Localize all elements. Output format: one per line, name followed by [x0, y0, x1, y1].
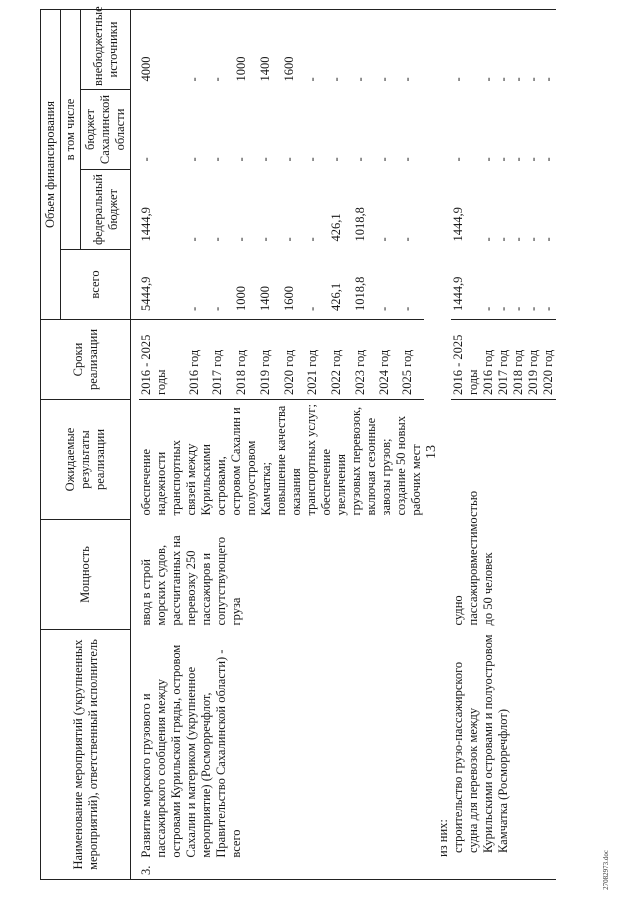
term-cell: 2017 год [496, 320, 511, 400]
federal-cell: - [496, 237, 510, 242]
federal-cell: - [305, 237, 320, 242]
term-cell: 2021 год [305, 320, 329, 400]
total-cell: - [496, 250, 511, 320]
total-cell: - [526, 250, 541, 320]
term-cell: 2016 год [481, 320, 496, 400]
table-row [451, 10, 481, 880]
federal-cell: 1444,9 [451, 207, 465, 242]
federal-cell: - [210, 237, 225, 242]
term-cell: 2019 год [258, 320, 282, 400]
term-cell: 2018 год [234, 320, 258, 400]
term-cell: 2016 год [187, 320, 211, 400]
federal-cell: 426,1 [329, 213, 343, 242]
document-code: 27082973.doc [602, 850, 610, 890]
regional-cell: - [526, 157, 540, 162]
regional-cell: - [305, 157, 320, 162]
regional-cell: - [139, 157, 153, 162]
term-cell: 2025 год [400, 320, 424, 400]
header-extra: внебюджетные источники [81, 10, 131, 90]
rotated-page-content [40, 6, 610, 880]
measure-name [139, 630, 424, 880]
term-cell: 2016 - 2025 годы [451, 320, 481, 400]
item-name: строительство грузо-пассажирского судна для перевозок между Курильскими островами и полуостровом Камчатка (Росморречфлот) [451, 634, 510, 853]
extra-cell: 1400 [258, 10, 282, 90]
header-funding: Объем финансирования [41, 10, 61, 320]
term-cell: 2024 год [377, 320, 401, 400]
term-cell: 2018 год [511, 320, 526, 400]
regional-cell: - [329, 157, 343, 162]
regional-cell: - [541, 157, 555, 162]
term-cell: 2017 год [210, 320, 234, 400]
header-federal: федеральный бюджет [81, 170, 131, 250]
page-number: 13 [424, 445, 439, 459]
total-cell: - [210, 250, 234, 320]
header-capacity: Мощность [41, 520, 131, 630]
federal-cell: 1018,8 [352, 207, 367, 242]
extra-cell: - [451, 10, 481, 90]
regional-cell: - [511, 157, 525, 162]
extra-cell: - [305, 10, 329, 90]
header-terms: Сроки реализации [41, 320, 131, 400]
term-cell: 2020 год [541, 320, 556, 400]
federal-cell: - [511, 237, 525, 242]
regional-cell: - [481, 157, 495, 162]
extra-cell: - [526, 10, 541, 90]
federal-cell: - [186, 237, 201, 242]
regional-cell: - [496, 157, 510, 162]
extra-cell: 4000 [139, 10, 187, 90]
regional-cell: - [451, 157, 465, 162]
header-name: Наименование мероприятий (укрупненных мероприятий), ответственный исполнитель [41, 630, 131, 880]
federal-cell: - [234, 237, 248, 242]
total-cell: - [400, 250, 424, 320]
total-cell: 1000 [234, 250, 258, 320]
federal-cell: 1444,9 [139, 207, 153, 242]
regional-cell: - [376, 157, 391, 162]
of-which-label: из них: [436, 819, 450, 857]
regional-cell: - [210, 157, 225, 162]
total-cell: - [377, 250, 401, 320]
federal-cell: - [481, 237, 495, 242]
extra-cell: - [481, 10, 496, 90]
regional-cell: - [257, 157, 272, 162]
federal-cell: - [541, 237, 555, 242]
total-cell: 1018,8 [353, 250, 377, 320]
extra-cell: - [541, 10, 556, 90]
header-including: в том числе [61, 10, 81, 250]
header-results: Ожидаемые результаты реализации [41, 400, 131, 520]
extra-cell: 1000 [234, 10, 258, 90]
regional-cell: - [281, 157, 296, 162]
federal-cell: - [376, 237, 391, 242]
total-cell: - [511, 250, 526, 320]
capacity-cell: ввод в строй морских судов, рассчитанных на перевозку 250 пассажиров и сопутствующего груза [139, 535, 243, 626]
total-cell: - [187, 250, 211, 320]
regional-cell: - [400, 157, 415, 162]
total-cell: 426,1 [329, 250, 353, 320]
table-body [131, 10, 557, 880]
total-cell: 1444,9 [451, 250, 481, 320]
federal-cell: - [257, 237, 272, 242]
regional-cell: - [186, 157, 201, 162]
total-cell: - [541, 250, 556, 320]
table-row [424, 10, 451, 880]
extra-cell: - [353, 10, 377, 90]
item-number: 3. [139, 865, 153, 875]
total-cell: 5444,9 [139, 250, 187, 320]
table-row [139, 10, 187, 880]
total-cell: 1600 [282, 250, 306, 320]
total-cell: - [481, 250, 496, 320]
term-cell: 2023 год [353, 320, 377, 400]
regional-cell: - [234, 157, 248, 162]
term-cell: 2022 год [329, 320, 353, 400]
financing-table [40, 6, 556, 880]
results-cell: обеспечение надежности транспортных связей между Курильскими островами, островом Сахалин и полуостровом Камчатка; повышение качества оказания транспортных услуг; обеспечение увеличения грузовых перевозок, включая сезонные завозы грузов; создание 50 новых рабочих мест [139, 404, 423, 516]
extra-cell: 1600 [282, 10, 306, 90]
extra-cell: - [400, 10, 424, 90]
extra-cell: - [496, 10, 511, 90]
extra-cell: - [377, 10, 401, 90]
federal-cell: - [400, 237, 415, 242]
extra-cell: - [329, 10, 353, 90]
header-regional: бюджет Сахалинской области [81, 90, 131, 170]
total-cell: - [305, 250, 329, 320]
federal-cell: - [526, 237, 540, 242]
item-name: Развитие морского грузового и пассажирского сообщения между островами Курильской гряды, островом Сахалин и материком (укрупненное мероприятие) (Росморречфлот, Правительство Сахалинской области) - всего [139, 644, 243, 858]
term-cell: 2016 - 2025 годы [139, 320, 187, 400]
capacity-cell: судно пассажировместимостью до 50 человек [451, 490, 495, 626]
federal-cell: - [281, 237, 296, 242]
extra-cell: - [187, 10, 211, 90]
term-cell: 2019 год [526, 320, 541, 400]
extra-cell: - [511, 10, 526, 90]
term-cell: 2020 год [282, 320, 306, 400]
measure-name [451, 630, 556, 880]
total-cell: 1400 [258, 250, 282, 320]
extra-cell: - [210, 10, 234, 90]
regional-cell: - [352, 157, 367, 162]
header-total: всего [61, 250, 131, 320]
